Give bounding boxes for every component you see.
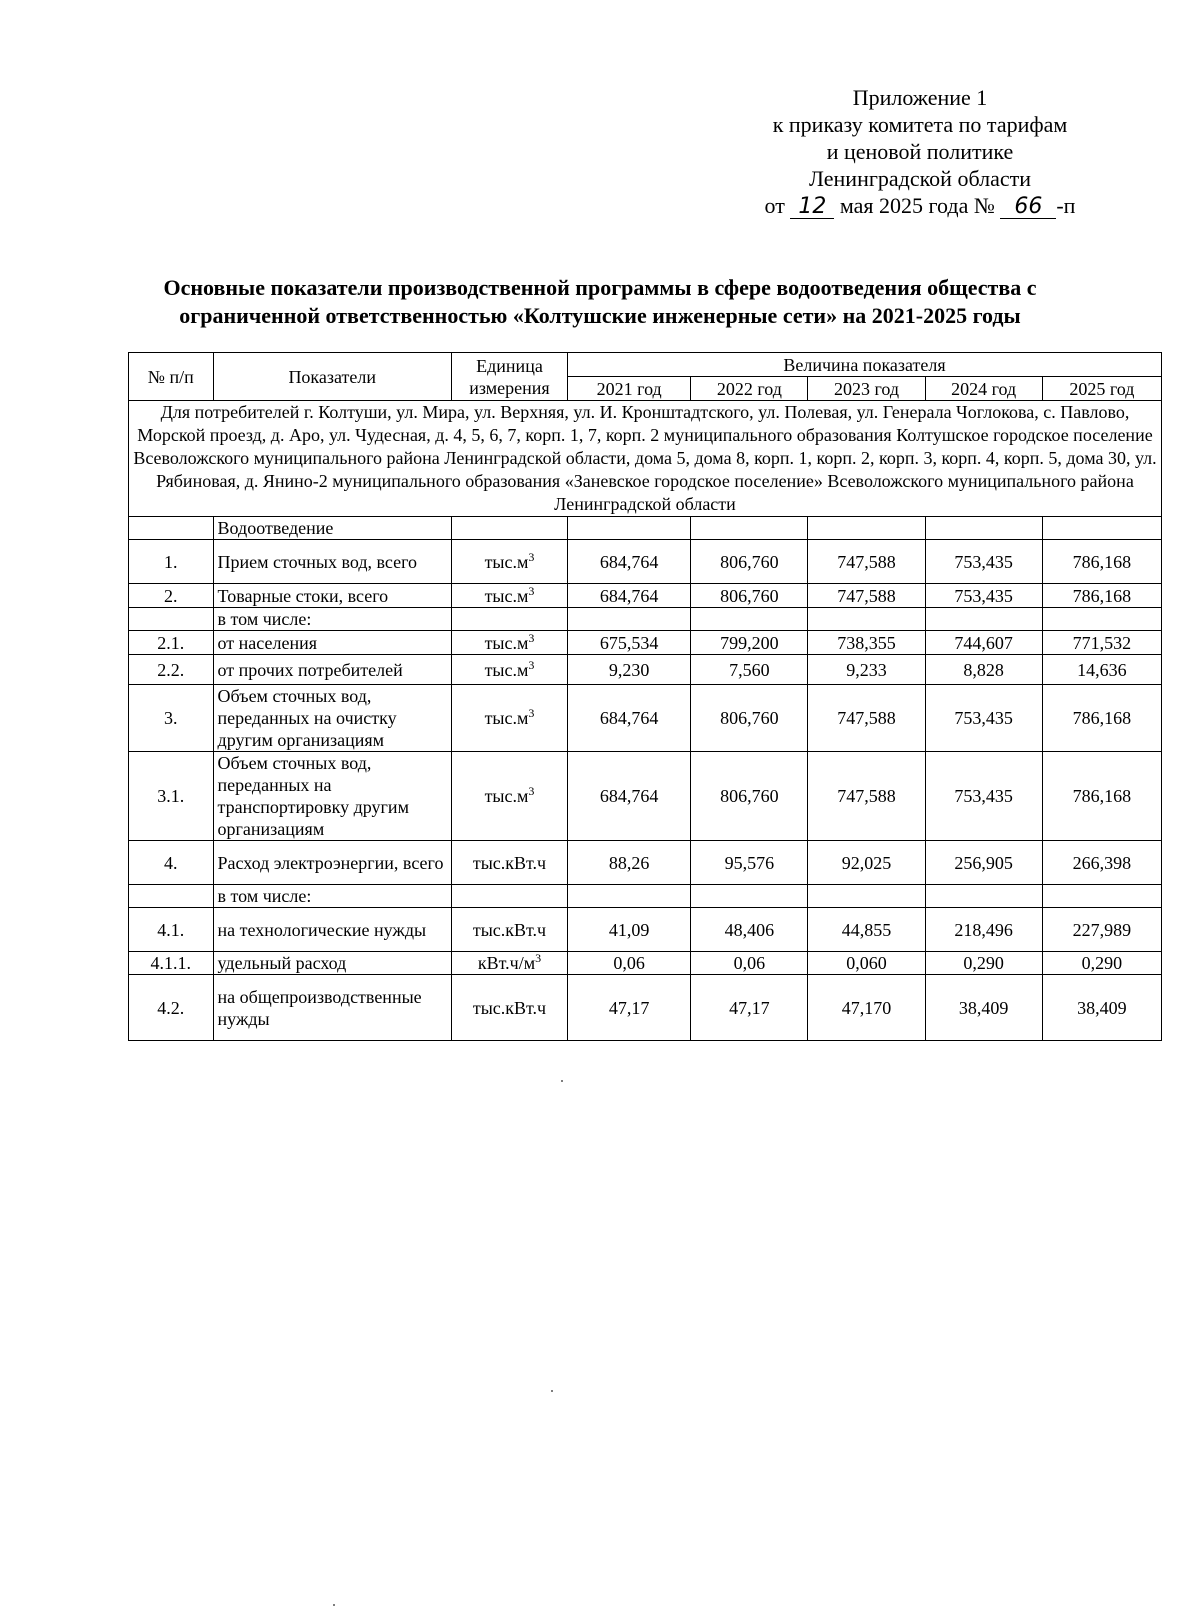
table-row [129,841,1162,885]
header-value-group: Величина показателя [568,353,1162,377]
row-indicator: Объем сточных вод, переданных на транспортировку другим организациям [213,752,451,841]
value-cell [691,608,808,631]
value-cell: 684,764 [568,685,691,752]
value-cell [568,517,691,540]
unit-text: тыс.м [484,585,529,606]
row-unit [451,631,567,655]
appendix-committee: и ценовой политике [826,139,1014,164]
value-cell: 747,588 [808,584,925,608]
value-cell: 771,532 [1042,631,1161,655]
header-row-1 [129,353,1162,377]
value-cell: 786,168 [1042,752,1161,841]
row-number: 3.1. [129,752,214,841]
value-cell: 0,290 [1042,952,1161,975]
unit-exponent: 3 [528,657,535,672]
header-unit: Единица измерения [451,353,567,401]
value-cell [691,517,808,540]
value-cell: 41,09 [568,908,691,952]
unit-exponent: 3 [528,583,535,598]
header-year: 2025 год [1042,377,1161,401]
value-cell [808,885,925,908]
appendix-block [750,84,1090,219]
unit-exponent: 3 [528,784,535,798]
value-cell: 684,764 [568,752,691,841]
value-cell [808,517,925,540]
table-row [129,655,1162,685]
row-number: 4.2. [129,975,214,1041]
value-cell: 806,760 [691,752,808,841]
value-cell: 806,760 [691,540,808,584]
header-year: 2024 год [925,377,1042,401]
unit-text: тыс.м [484,632,529,653]
scan-speck [333,1604,335,1606]
value-cell [1042,608,1161,631]
value-cell: 744,607 [925,631,1042,655]
date-middle: мая 2025 года № [839,193,995,218]
row-number: 2. [129,584,214,608]
row-unit [451,655,567,685]
row-unit [451,975,567,1041]
header-year: 2023 год [808,377,925,401]
row-number [129,608,214,631]
consumers-note-row [129,401,1162,517]
row-indicator: Прием сточных вод, всего [213,540,451,584]
indicators-table [128,352,1162,1041]
value-cell: 88,26 [568,841,691,885]
table-row [129,752,1162,841]
value-cell: 786,168 [1042,584,1161,608]
value-cell: 684,764 [568,540,691,584]
row-unit [451,584,567,608]
unit-text: тыс.м [484,551,529,572]
row-number: 2.1. [129,631,214,655]
value-cell: 0,06 [568,952,691,975]
value-cell [568,885,691,908]
value-cell [568,608,691,631]
value-cell: 44,855 [808,908,925,952]
value-cell: 747,588 [808,752,925,841]
value-cell: 92,025 [808,841,925,885]
row-number: 4.1.1. [129,952,214,975]
value-cell: 47,17 [568,975,691,1041]
row-indicator: удельный расход [213,952,451,975]
table-row [129,685,1162,752]
row-indicator: на общепроизводственные нужды [213,975,451,1041]
value-cell: 753,435 [925,685,1042,752]
row-indicator: Расход электроэнергии, всего [213,841,451,885]
title-line-1: Основные показатели производственной программы в сфере водоотведения общества с [163,275,1037,300]
value-cell: 753,435 [925,584,1042,608]
table-row [129,975,1162,1041]
scan-speck [561,1080,563,1082]
table-row [129,885,1162,908]
unit-text: тыс.кВт.ч [472,852,547,873]
title-line-2: ограниченной ответственностью «Колтушские инженерные сети» на 2021-2025 годы [179,303,1021,328]
row-number: 2.2. [129,655,214,685]
row-number: 4. [129,841,214,885]
table-row [129,540,1162,584]
value-cell: 747,588 [808,685,925,752]
row-unit [451,952,567,975]
value-cell: 14,636 [1042,655,1161,685]
value-cell [925,885,1042,908]
row-unit [451,540,567,584]
unit-exponent: 3 [528,706,535,720]
appendix-region: Ленинградской области [809,166,1031,191]
value-cell: 0,06 [691,952,808,975]
consumers-note: Для потребителей г. Колтуши, ул. Мира, ул. Верхняя, ул. И. Кронштадтского, ул. Полевая, ул. Генерала Чоглокова, с. Павлово, Морской проезд, д. Аро, ул. Чудесная, д. 4, 5, 6, 7, корп. 1, 7, корп. 2 муниципального образования Колтушское городское поселение Всеволожского муниципального района Ленинградской области, дома 5, дома 8, корп. 1, корп. 2, корп. 3, корп. 4, корп. 5, дома 30, ул. Рябиновая, д. Янино-2 муниципального образования «Заневское городское поселение» Всеволожского муниципального района Ленинградской области [129,401,1162,517]
value-cell: 0,060 [808,952,925,975]
row-unit [451,885,567,908]
row-indicator: в том числе: [213,885,451,908]
value-cell: 806,760 [691,685,808,752]
header-indicator: Показатели [213,353,451,401]
unit-exponent: 3 [528,630,535,645]
value-cell: 218,496 [925,908,1042,952]
row-number [129,517,214,540]
row-number [129,885,214,908]
table-row [129,584,1162,608]
table-row [129,631,1162,655]
appendix-date-line [750,192,1090,219]
value-cell: 786,168 [1042,540,1161,584]
row-number: 4.1. [129,908,214,952]
value-cell: 675,534 [568,631,691,655]
date-suffix: -п [1056,193,1076,218]
appendix-order-ref: к приказу комитета по тарифам [772,112,1068,137]
header-year: 2021 год [568,377,691,401]
value-cell: 806,760 [691,584,808,608]
document-title [100,274,1100,330]
value-cell: 799,200 [691,631,808,655]
table-row [129,608,1162,631]
row-unit [451,517,567,540]
value-cell: 47,17 [691,975,808,1041]
row-number: 1. [129,540,214,584]
value-cell: 786,168 [1042,685,1161,752]
value-cell [808,608,925,631]
row-unit [451,908,567,952]
value-cell [1042,885,1161,908]
value-cell: 256,905 [925,841,1042,885]
row-indicator: в том числе: [213,608,451,631]
unit-text: тыс.кВт.ч [472,997,547,1018]
value-cell [1042,517,1161,540]
row-unit [451,608,567,631]
row-number: 3. [129,685,214,752]
unit-exponent: 3 [528,549,535,564]
value-cell: 738,355 [808,631,925,655]
appendix-title: Приложение 1 [852,85,988,110]
value-cell: 47,170 [808,975,925,1041]
row-unit [451,841,567,885]
row-indicator: Водоотведение [213,517,451,540]
value-cell: 8,828 [925,655,1042,685]
value-cell: 266,398 [1042,841,1161,885]
value-cell: 0,290 [925,952,1042,975]
row-unit [451,685,567,752]
header-num: № п/п [129,353,214,401]
value-cell: 747,588 [808,540,925,584]
value-cell: 227,989 [1042,908,1161,952]
value-cell: 38,409 [1042,975,1161,1041]
scan-speck [551,1390,553,1392]
value-cell [925,517,1042,540]
date-prefix: от [764,193,785,218]
value-cell: 753,435 [925,752,1042,841]
row-indicator: от прочих потребителей [213,655,451,685]
unit-text: тыс.кВт.ч [472,919,547,940]
table-row [129,952,1162,975]
value-cell: 48,406 [691,908,808,952]
table-row [129,908,1162,952]
value-cell: 7,560 [691,655,808,685]
value-cell: 9,233 [808,655,925,685]
unit-text: тыс.м [484,659,529,680]
unit-text: тыс.м [484,708,529,728]
value-cell [925,608,1042,631]
row-unit [451,752,567,841]
value-cell: 684,764 [568,584,691,608]
row-indicator: Товарные стоки, всего [213,584,451,608]
table-row [129,517,1162,540]
unit-text: кВт.ч/м [477,953,536,973]
value-cell: 9,230 [568,655,691,685]
value-cell: 38,409 [925,975,1042,1041]
value-cell: 95,576 [691,841,808,885]
row-indicator: Объем сточных вод, переданных на очистку другим организациям [213,685,451,752]
row-indicator: от населения [213,631,451,655]
value-cell: 753,435 [925,540,1042,584]
unit-text: тыс.м [484,786,529,806]
row-indicator: на технологические нужды [213,908,451,952]
handwritten-day: 12 [790,196,834,219]
header-year: 2022 год [691,377,808,401]
handwritten-order-number: 66 [1000,196,1056,219]
value-cell [691,885,808,908]
unit-exponent: 3 [535,951,542,965]
